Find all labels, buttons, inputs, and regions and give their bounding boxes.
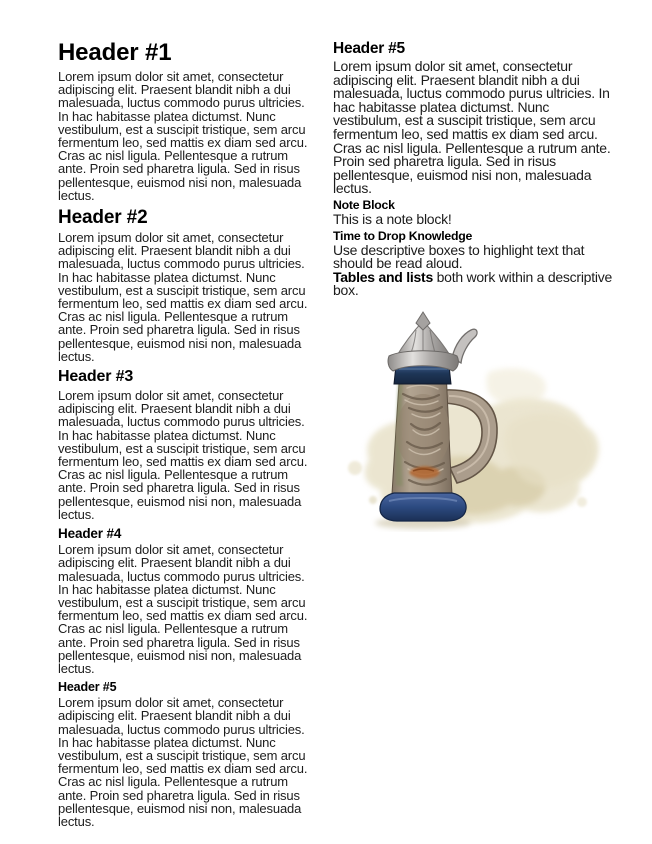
- paragraph-2: Lorem ipsum dolor sit amet, consectetur adipiscing elit. Praesent blandit nibh a dui malesuada, luctus commodo purus ultricies. In hac habitasse platea dictumst. Nunc vestibulum, est a suscipit tristique, sem arcu fermentum leo, sed mattis ex diam sed arcu. Cras ac nisl ligula. Pellentesque a rutrum ante. Proin sed pharetra ligula. Sed in risus pellentesque, euismod nisi non, malesuada lectus.: [58, 230, 308, 364]
- knowledge-label: Time to Drop Knowledge: [333, 228, 473, 243]
- heading-5-right: Header #5: [333, 40, 405, 57]
- heading-3: Header #3: [58, 368, 134, 386]
- note-block-text: This is a note block!: [333, 210, 452, 227]
- stein-base: [380, 493, 466, 521]
- stein-image: [339, 310, 609, 532]
- stein-lid: [388, 312, 477, 371]
- stein-body: [392, 370, 452, 494]
- paragraph-right: Lorem ipsum dolor sit amet, consectetur adipiscing elit. Praesent blandit nibh a dui malesuada, luctus commodo purus ultricies. In hac habitasse platea dictumst. Nunc vestibulum, est a suscipit tristique, sem arcu fermentum leo, sed mattis ex diam sed arcu. Cras ac nisl ligula. Pellentesque a rutrum ante. Proin sed pharetra ligula. Sed in risus pellentesque, euismod nisi non, malesuada lectus.: [333, 58, 611, 197]
- left-column: [58, 40, 312, 828]
- paragraph-1: Lorem ipsum dolor sit amet, consectetur adipiscing elit. Praesent blandit nibh a dui malesuada, luctus commodo purus ultricies. In hac habitasse platea dictumst. Nunc vestibulum, est a suscipit tristique, sem arcu fermentum leo, sed mattis ex diam sed arcu. Cras ac nisl ligula. Pellentesque a rutrum ante. Proin sed pharetra ligula. Sed in risus pellentesque, euismod nisi non, malesuada lectus.: [58, 69, 308, 203]
- tables-lists-bold: Tables and lists: [333, 268, 433, 285]
- heading-4: Header #4: [58, 526, 122, 542]
- knowledge-text: Use descriptive boxes to highlight text that should be read aloud.: [333, 241, 585, 272]
- note-block-label: Note Block: [333, 197, 395, 212]
- tables-lists-rest: both work within a descriptive box.: [333, 268, 613, 299]
- heading-5: Header #5: [58, 680, 117, 695]
- tables-lists-line: [333, 268, 614, 299]
- paragraph-4: Lorem ipsum dolor sit amet, consectetur adipiscing elit. Praesent blandit nibh a dui malesuada, luctus commodo purus ultricies. In hac habitasse platea dictumst. Nunc vestibulum, est a suscipit tristique, sem arcu fermentum leo, sed mattis ex diam sed arcu. Cras ac nisl ligula. Pellentesque a rutrum ante. Proin sed pharetra ligula. Sed in risus pellentesque, euismod nisi non, malesuada lectus.: [58, 542, 308, 676]
- heading-1: Header #1: [58, 39, 172, 66]
- paragraph-5: Lorem ipsum dolor sit amet, consectetur adipiscing elit. Praesent blandit nibh a dui malesuada, luctus commodo purus ultricies. In hac habitasse platea dictumst. Nunc vestibulum, est a suscipit tristique, sem arcu fermentum leo, sed mattis ex diam sed arcu. Cras ac nisl ligula. Pellentesque a rutrum ante. Proin sed pharetra ligula. Sed in risus pellentesque, euismod nisi non, malesuada lectus.: [58, 695, 308, 829]
- right-column: [333, 40, 614, 532]
- heading-2: Header #2: [58, 207, 148, 229]
- stein-illustration-svg: [339, 310, 609, 532]
- paragraph-3: Lorem ipsum dolor sit amet, consectetur adipiscing elit. Praesent blandit nibh a dui malesuada, luctus commodo purus ultricies. In hac habitasse platea dictumst. Nunc vestibulum, est a suscipit tristique, sem arcu fermentum leo, sed mattis ex diam sed arcu. Cras ac nisl ligula. Pellentesque a rutrum ante. Proin sed pharetra ligula. Sed in risus pellentesque, euismod nisi non, malesuada lectus.: [58, 388, 308, 522]
